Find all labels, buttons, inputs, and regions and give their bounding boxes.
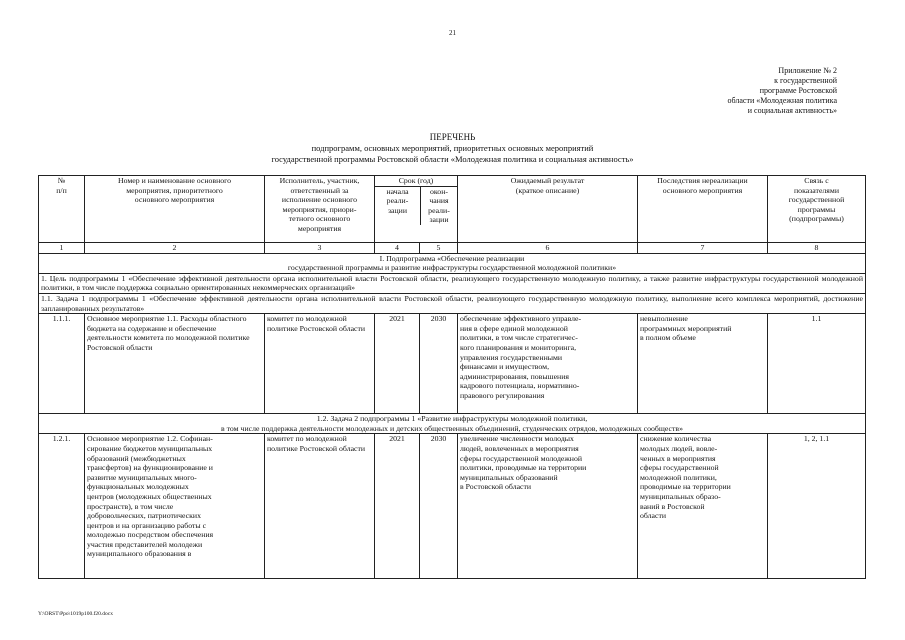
row-end: 2030 xyxy=(420,434,458,579)
col-number: 4 xyxy=(375,243,420,254)
appendix-note xyxy=(697,66,837,116)
appendix-line: программе Ростовской xyxy=(759,86,837,95)
row-executor: комитет по молодежной политике Ростовской области xyxy=(265,314,375,414)
row-start: 2021 xyxy=(375,434,420,579)
table-row xyxy=(39,434,866,579)
col-number: 6 xyxy=(458,243,638,254)
col-number: 7 xyxy=(638,243,768,254)
row-name: Основное мероприятие 1.1. Расходы областного бюджета на содержание и обеспечение деятельности комитета по молодежной политике Ростовской области xyxy=(85,314,265,414)
col-number: 1 xyxy=(39,243,85,254)
row-num: 1.1.1. xyxy=(39,314,85,414)
row-num: 1.2.1. xyxy=(39,434,85,579)
col-number: 8 xyxy=(768,243,866,254)
appendix-line: области «Молодежная политика xyxy=(727,96,837,105)
measures-table xyxy=(38,175,866,579)
appendix-line: и социальная активность» xyxy=(747,106,837,115)
subprogram-title: I. Подпрограмма «Обеспечение реализации государственной программы и развитие инфраструктуры государственной молодежной политики» xyxy=(39,253,866,273)
header-result: Ожидаемый результат (краткое описание) xyxy=(458,176,638,243)
header-name: Номер и наименование основного мероприятия, приоритетного основного мероприятия xyxy=(85,176,265,243)
header-term-label: Срок (год) xyxy=(375,176,457,187)
header-start: начала реали- зации xyxy=(375,187,421,225)
header-consequence: Последствия нереализации основного мероприятия xyxy=(638,176,768,243)
file-path-footer: Y:\ORST\Ppo\1019p100.f20.docx xyxy=(38,611,113,617)
row-name: Основное мероприятие 1.2. Софинан- сирование бюджетов муниципальных образований (межбюджетных трансфертов) на функционирование и развитие муниципальных много- функциональных молодежных центров (молодежных общественных пространств), в том числе добровольческих, патриотических центров и на организацию работы с молодежью посредством обеспечения участия представителей молодежи муниципального образования в xyxy=(85,434,265,579)
col-number: 2 xyxy=(85,243,265,254)
title-line: подпрограмм, основных мероприятий, приоритетных основных мероприятий xyxy=(311,143,594,153)
col-number: 3 xyxy=(265,243,375,254)
row-link: 1, 2, 1.1 xyxy=(768,434,866,579)
appendix-line: к государственной xyxy=(774,76,837,85)
header-term xyxy=(375,176,458,243)
header-executor: Исполнитель, участник, ответственный за исполнение основного мероприятия, приори- тетного основного мероприятия xyxy=(265,176,375,243)
row-consequence: снижение количества молодых людей, вовле- ченных в мероприятия сферы государственной молодежной политики, проводимые на территории муниципальных образо- ваний в Ростовской области xyxy=(638,434,768,579)
document-title xyxy=(0,132,905,165)
subprogram-goal: 1. Цель подпрограммы 1 «Обеспечение эффективной деятельности органа исполнительной власти Ростовской области, реализующего государственную молодежную политику, а также развитие инфраструктуры государственной молодежной политики, в том числе поддержка социально ориентированных некоммерческих организаций» xyxy=(39,273,866,293)
col-number: 5 xyxy=(420,243,458,254)
header-end: окон- чания реали- зации xyxy=(428,186,450,225)
row-result: обеспечение эффективного управле- ния в сфере единой молодежной политики, в том числе стратегичес- кого планирования и мониторинга, управления государственными финансами и имуществом, администрирования, повышения кадрового потенциала, нормативно- правового регулирования xyxy=(458,314,638,414)
row-link: 1.1 xyxy=(768,314,866,414)
header-link: Связь с показателями государственной программы (подпрограммы) xyxy=(768,176,866,243)
column-numbers-row xyxy=(39,243,866,254)
row-executor: комитет по молодежной политике Ростовской области xyxy=(265,434,375,579)
table-row xyxy=(39,314,866,414)
row-consequence: невыполнение программных мероприятий в полном объеме xyxy=(638,314,768,414)
task-2: 1.2. Задача 2 подпрограммы 1 «Развитие инфраструктуры молодежной политики, в том числе поддержка деятельности молодежных и детских общественных объединений, студенческих отрядов, молодежных сообществ» xyxy=(39,414,866,434)
title-heading: ПЕРЕЧЕНЬ xyxy=(429,132,476,142)
task-1: 1.1. Задача 1 подпрограммы 1 «Обеспечение эффективной деятельности органа исполнительной власти Ростовской области, реализующего государственную молодежную политику, выполнение всего комплекса мероприятий, достижение запланированных результатов» xyxy=(39,293,866,313)
row-end: 2030 xyxy=(420,314,458,414)
appendix-line: Приложение № 2 xyxy=(778,66,837,75)
row-result: увеличение численности молодых людей, вовлеченных в мероприятия сферы государственной молодежной политики, проводимые на территории муниципальных образований в Ростовской области xyxy=(458,434,638,579)
header-num: № п/п xyxy=(39,176,85,243)
page-number: 21 xyxy=(449,29,456,37)
row-start: 2021 xyxy=(375,314,420,414)
title-line: государственной программы Ростовской области «Молодежная политика и социальная активность» xyxy=(271,154,634,164)
